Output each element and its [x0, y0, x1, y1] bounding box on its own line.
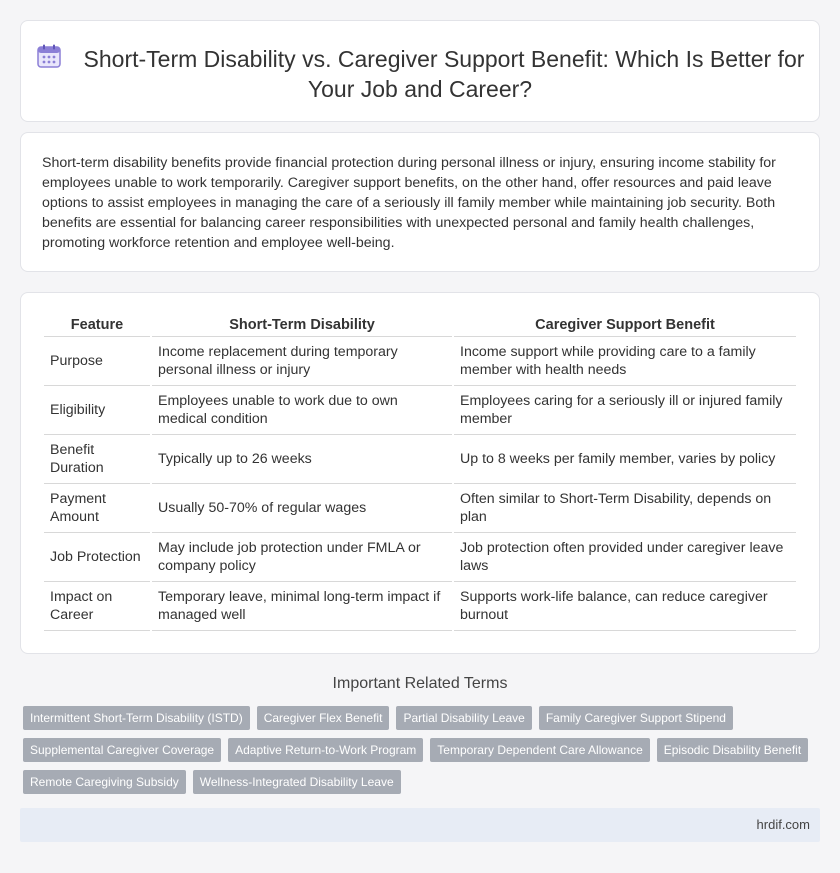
row-feature: Job Protection	[44, 533, 150, 582]
footer-site-link[interactable]: hrdif.com	[756, 817, 810, 832]
related-terms-heading: Important Related Terms	[332, 675, 508, 692]
page-title-wrap	[21, 43, 819, 104]
table-row	[44, 386, 796, 435]
related-term-tag[interactable]: Intermittent Short-Term Disability (ISTD)	[23, 706, 250, 730]
row-caregiver-value: Income support while providing care to a family member with health needs	[454, 337, 796, 386]
related-term-tag[interactable]: Wellness-Integrated Disability Leave	[193, 770, 401, 794]
related-term-tag[interactable]: Supplemental Caregiver Coverage	[23, 738, 221, 762]
row-feature: Purpose	[44, 337, 150, 386]
header-caregiver-support: Caregiver Support Benefit	[454, 315, 796, 337]
related-term-tag[interactable]: Family Caregiver Support Stipend	[539, 706, 733, 730]
table-row	[44, 435, 796, 484]
page-title: Short-Term Disability vs. Caregiver Support Benefit: Which Is Better for Your Job and Career?	[83, 46, 805, 102]
table-row	[44, 533, 796, 582]
row-caregiver-value: Up to 8 weeks per family member, varies by policy	[454, 435, 796, 484]
row-feature: Impact on Career	[44, 582, 150, 631]
row-std-value: May include job protection under FMLA or company policy	[152, 533, 452, 582]
related-term-tag[interactable]: Episodic Disability Benefit	[657, 738, 808, 762]
comparison-card	[20, 292, 820, 654]
calendar-icon	[36, 43, 62, 69]
row-caregiver-value: Employees caring for a seriously ill or injured family member	[454, 386, 796, 435]
header-feature: Feature	[44, 315, 150, 337]
table-row	[44, 337, 796, 386]
table-header-row	[44, 315, 796, 337]
related-terms-list	[23, 706, 817, 794]
header-short-term-disability: Short-Term Disability	[152, 315, 452, 337]
table-row	[44, 582, 796, 631]
row-std-value: Temporary leave, minimal long-term impact if managed well	[152, 582, 452, 631]
related-term-tag[interactable]: Adaptive Return-to-Work Program	[228, 738, 423, 762]
related-term-tag[interactable]: Caregiver Flex Benefit	[257, 706, 390, 730]
comparison-table	[42, 315, 798, 631]
intro-card	[20, 132, 820, 272]
row-caregiver-value: Supports work-life balance, can reduce caregiver burnout	[454, 582, 796, 631]
row-std-value: Usually 50-70% of regular wages	[152, 484, 452, 533]
row-feature: Benefit Duration	[44, 435, 150, 484]
related-term-tag[interactable]: Partial Disability Leave	[396, 706, 531, 730]
title-card	[20, 20, 820, 122]
related-term-tag[interactable]: Remote Caregiving Subsidy	[23, 770, 186, 794]
footer	[20, 808, 820, 842]
related-term-tag[interactable]: Temporary Dependent Care Allowance	[430, 738, 649, 762]
row-feature: Payment Amount	[44, 484, 150, 533]
row-caregiver-value: Job protection often provided under caregiver leave laws	[454, 533, 796, 582]
row-feature: Eligibility	[44, 386, 150, 435]
row-std-value: Employees unable to work due to own medical condition	[152, 386, 452, 435]
intro-paragraph: Short-term disability benefits provide financial protection during personal illness or injury, ensuring income stability for employees unable to work temporarily. Caregiver support benefits, on the other hand, offer resources and paid leave options to assist employees in managing the care of a seriously ill family member while maintaining job security. Both benefits are essential for balancing career responsibilities with unexpected personal and family health challenges, promoting workforce retention and employee well-being.	[42, 155, 776, 251]
row-std-value: Income replacement during temporary personal illness or injury	[152, 337, 452, 386]
table-row	[44, 484, 796, 533]
row-caregiver-value: Often similar to Short-Term Disability, depends on plan	[454, 484, 796, 533]
row-std-value: Typically up to 26 weeks	[152, 435, 452, 484]
